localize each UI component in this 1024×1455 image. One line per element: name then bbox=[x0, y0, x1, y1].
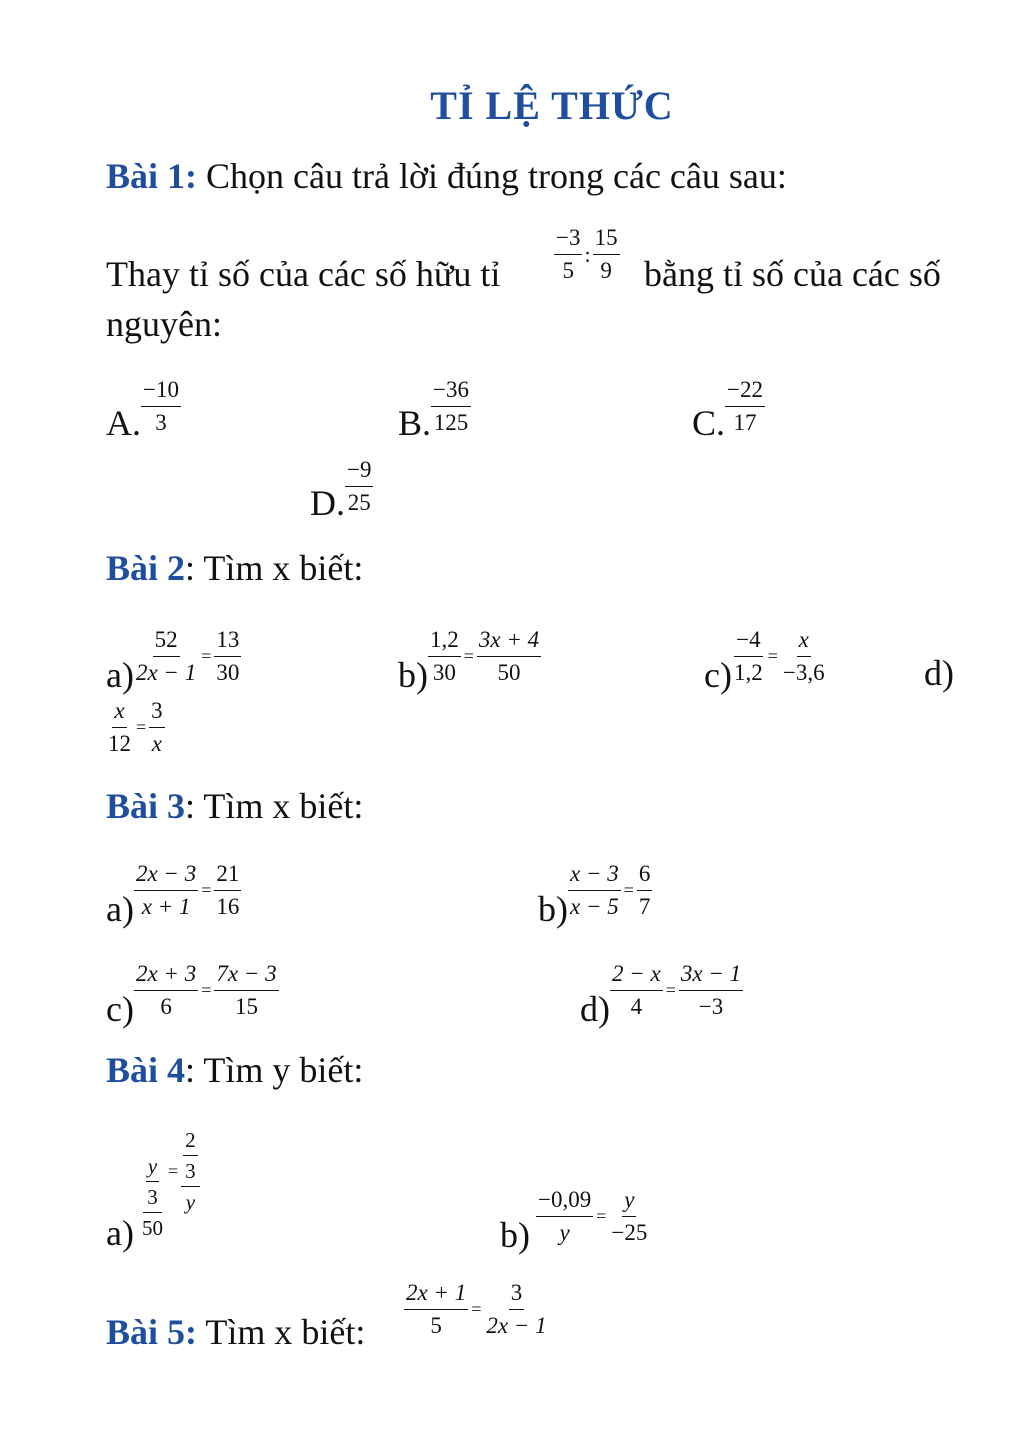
bai1-ratio: $\frac{-3}{5}$ : $\frac{15}{9}$ bbox=[556, 225, 618, 283]
bai4-item-b: b) $\frac{-0,09}{y}$ = $\frac{y}{-25}$ bbox=[500, 1186, 648, 1255]
option-b: B. $\frac{-36}{125}$ bbox=[398, 376, 469, 443]
bai3-item-b: b) $\frac{x - 3}{x - 5}$ = $\frac{6}{7}$ bbox=[538, 860, 651, 929]
bai2-label: Bài 2 bbox=[106, 548, 186, 588]
bai2-heading bbox=[106, 548, 363, 588]
bai3-heading bbox=[106, 786, 363, 826]
bai3-item-a: a) $\frac{2x - 3}{x + 1}$ = $\frac{21}{16}$ bbox=[106, 860, 240, 929]
bai3-item-d: d) $\frac{2 - x}{4}$ = $\frac{3x - 1}{-3}$ bbox=[580, 960, 742, 1029]
bai3-text: : Tìm x biết: bbox=[185, 786, 364, 826]
page-title: TỈ LỆ THỨC bbox=[430, 83, 674, 128]
bai4-heading bbox=[106, 1050, 363, 1090]
bai2-item-c: c) $\frac{-4}{1,2}$ = $\frac{x}{-3,6}$ bbox=[704, 626, 825, 695]
bai2-item-d-label: d) bbox=[924, 653, 954, 693]
bai4-label: Bài 4 bbox=[106, 1050, 186, 1090]
option-d: D. $\frac{-9}{25}$ bbox=[310, 456, 372, 523]
bai2-item-b: b) $\frac{1,2}{30}$ = $\frac{3x + 4}{50}$ bbox=[398, 626, 540, 695]
bai1-heading bbox=[106, 156, 787, 196]
bai5-equation: $\frac{2x + 1}{5}$ = $\frac{3}{2x - 1}$ bbox=[406, 1280, 547, 1338]
bai2-text: : Tìm x biết: bbox=[185, 548, 364, 588]
bai2-item-d: $\frac{x}{12}$ = $\frac{3}{x}$ bbox=[108, 698, 163, 756]
option-c: C. $\frac{-22}{17}$ bbox=[692, 376, 763, 443]
bai4-a-label: a) bbox=[106, 1213, 134, 1253]
bai3-item-c: c) $\frac{2x + 3}{6}$ = $\frac{7x - 3}{15}$ bbox=[106, 960, 277, 1029]
option-a: A. $\frac{-10}{3}$ bbox=[106, 376, 179, 443]
bai1-line2-pre: Thay tỉ số của các số hữu tỉ bbox=[106, 254, 501, 294]
bai3-label: Bài 3 bbox=[106, 786, 186, 826]
bai5-text: Tìm x biết: bbox=[197, 1312, 366, 1352]
bai4-text: : Tìm y biết: bbox=[185, 1050, 364, 1090]
bai5-label: Bài 5: bbox=[106, 1312, 198, 1352]
bai4-a-equation: $\frac{\frac{y}{3}}{50}$ = $\frac{\frac{2}{3}}{y}$ bbox=[140, 1118, 200, 1240]
bai1-line3: nguyên: bbox=[106, 304, 222, 344]
bai5-heading bbox=[106, 1312, 365, 1352]
bai1-label: Bài 1: bbox=[106, 156, 198, 196]
bai1-text: Chọn câu trả lời đúng trong các câu sau: bbox=[197, 156, 787, 196]
bai2-item-a: a) $\frac{52}{2x - 1}$ = $\frac{13}{30}$ bbox=[106, 626, 240, 695]
bai1-line2-post: bằng tỉ số của các số bbox=[644, 254, 941, 294]
